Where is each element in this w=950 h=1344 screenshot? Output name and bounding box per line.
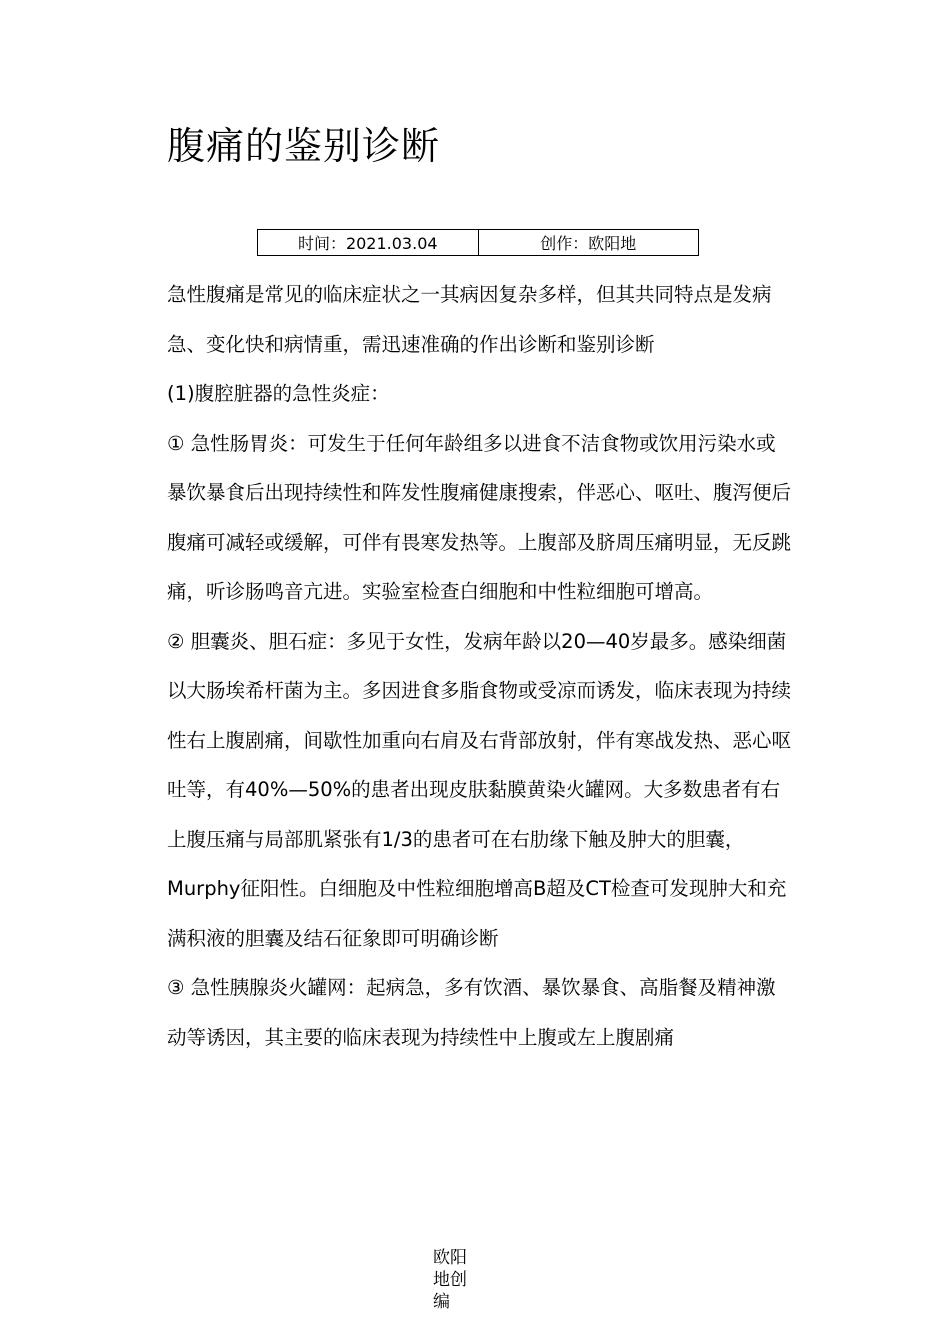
paragraph-intro: 急性腹痛是常见的临床症状之一其病因复杂多样，但其共同特点是发病急、变化快和病情重，需迅速准确的作出诊断和鉴别诊断 — [167, 283, 772, 356]
document-title: 腹痛的鉴别诊断 — [167, 124, 441, 168]
document-body — [167, 270, 792, 1062]
paragraph-section-heading: (1)腹腔脏器的急性炎症： — [167, 382, 390, 405]
meta-author: 创作：欧阳地 — [478, 230, 699, 256]
paragraph-pancreatitis: ③ 急性胰腺炎火罐网：起病急，多有饮酒、暴饮暴食、高脂餐及精神激动等诱因，其主要的临床表现为持续性中上腹或左上腹剧痛 — [167, 976, 776, 1049]
page-footer: 欧阳地创编 — [433, 1248, 467, 1312]
meta-table — [257, 229, 699, 256]
paragraph-gastroenteritis: ① 急性肠胃炎：可发生于任何年龄组多以进食不洁食物或饮用污染水或暴饮暴食后出现持续性和阵发性腹痛健康搜索，伴恶心、呕吐、腹泻便后腹痛可减轻或缓解，可伴有畏寒发热等。上腹部及脐周压痛明显，无反跳痛，听诊肠鸣音亢进。实验室检查白细胞和中性粒细胞可增高。 — [167, 431, 792, 603]
meta-time: 时间：2021.03.04 — [258, 230, 479, 256]
paragraph-cholecystitis: ② 胆囊炎、胆石症：多见于女性，发病年龄以20—40岁最多。感染细菌以大肠埃希杆菌为主。多因进食多脂食物或受凉而诱发，临床表现为持续性右上腹剧痛，间歇性加重向右肩及右背部放射，伴有寒战发热、恶心呕吐等，有40%—50%的患者出现皮肤黏膜黄染火罐网。大多数患者有右上腹压痛与局部肌紧张有1/3的患者可在右肋缘下触及肿大的胆囊，Murphy征阳性。白细胞及中性粒细胞增高B超及CT检查可发现肿大和充满积液的胆囊及结石征象即可明确诊断 — [167, 629, 792, 950]
